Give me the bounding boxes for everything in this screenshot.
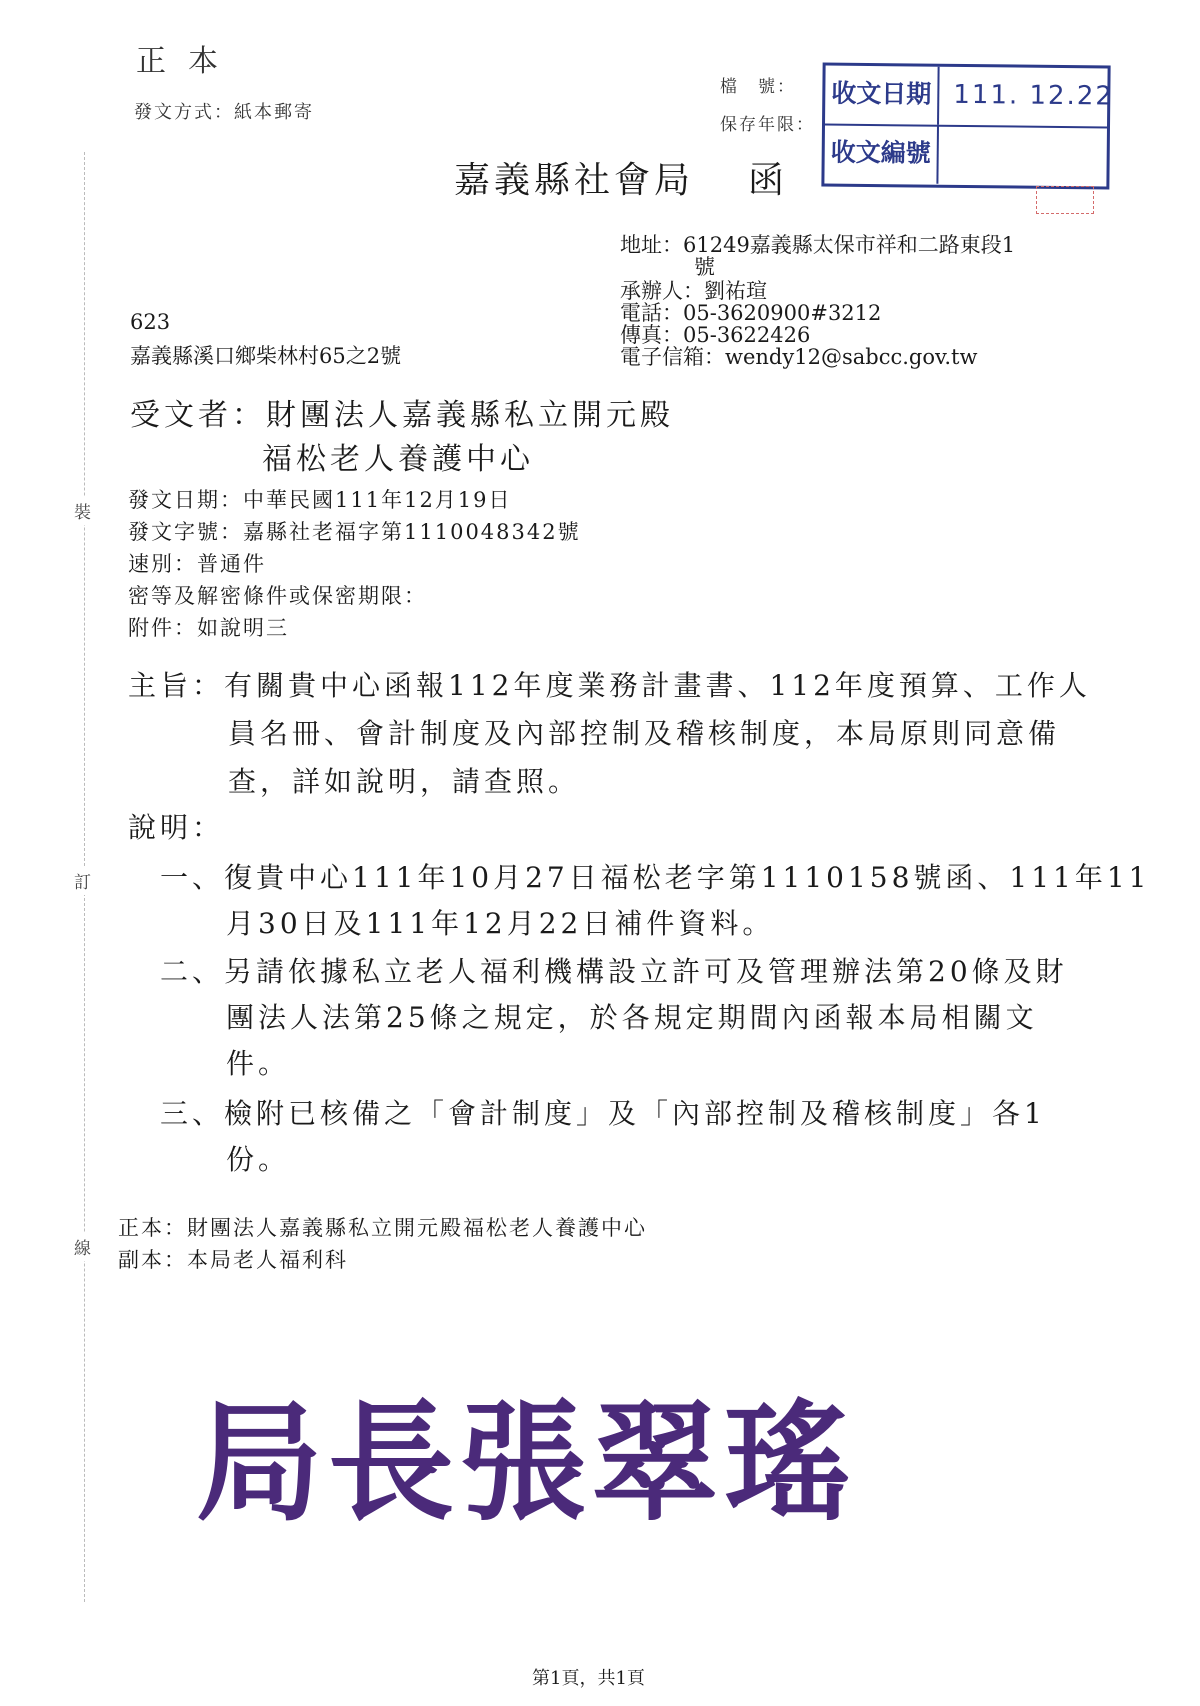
delivery-speed: 速別：普通件 bbox=[128, 552, 266, 576]
received-number-label: 收文編號 bbox=[824, 125, 939, 184]
received-date-value: 111. 12.22 bbox=[953, 79, 1115, 112]
retention-label: 保存年限： bbox=[720, 115, 815, 135]
contact-handler: 承辦人：劉祐瑄 bbox=[620, 279, 767, 303]
contact-address: 地址：61249嘉義縣太保市祥和二路東段1 bbox=[620, 233, 1016, 257]
contact-address-cont: 號 bbox=[694, 255, 715, 279]
explanation-label: 說明： bbox=[128, 811, 225, 844]
subject-line-1: 主旨：有關貴中心函報112年度業務計畫書、112年度預算、工作人 bbox=[128, 669, 1091, 702]
contact-email: 電子信箱：wendy12@sabcc.gov.tw bbox=[620, 345, 978, 369]
binding-mark-staple: 訂 bbox=[74, 866, 91, 895]
copy-type: 正本 bbox=[136, 44, 240, 79]
document-type: 函 bbox=[748, 160, 785, 201]
contact-fax: 傳真：05-3622426 bbox=[620, 323, 811, 347]
red-stamp-mark bbox=[1036, 186, 1094, 214]
contact-phone: 電話：05-3620900#3212 bbox=[620, 301, 882, 325]
binding-mark-bind: 裝 bbox=[74, 496, 91, 525]
explanation-item-2-line-3: 件。 bbox=[226, 1047, 291, 1080]
agency-title: 嘉義縣社會局 bbox=[454, 160, 695, 201]
attachment: 附件：如說明三 bbox=[128, 616, 289, 640]
send-method: 發文方式：紙本郵寄 bbox=[134, 102, 314, 123]
file-number-label: 檔 號： bbox=[720, 77, 796, 97]
received-date-label: 收文日期 bbox=[825, 66, 940, 125]
cc-recipient: 副本：本局老人福利科 bbox=[118, 1248, 348, 1272]
binding-mark-line: 線 bbox=[74, 1232, 91, 1261]
secrecy-level: 密等及解密條件或保密期限： bbox=[128, 584, 427, 608]
recipient-line-1: 受文者：財團法人嘉義縣私立開元殿 bbox=[130, 398, 674, 433]
main-copy-recipient: 正本：財團法人嘉義縣私立開元殿福松老人養護中心 bbox=[118, 1216, 647, 1240]
director-signature-seal bbox=[196, 1370, 876, 1540]
explanation-item-2-line-2: 團法人法第25條之規定，於各規定期間內函報本局相關文 bbox=[226, 1001, 1038, 1034]
explanation-item-3-line-2: 份。 bbox=[226, 1143, 291, 1176]
receipt-stamp bbox=[821, 62, 1115, 189]
document-number: 發文字號：嘉縣社老福字第1110048342號 bbox=[128, 520, 581, 544]
explanation-item-1-line-1: 一、復貴中心111年10月27日福松老字第1110158號函、111年11 bbox=[160, 861, 1151, 894]
subject-line-3: 查，詳如說明，請查照。 bbox=[228, 765, 581, 798]
subject-line-2: 員名冊、會計制度及內部控制及稽核制度，本局原則同意備 bbox=[228, 717, 1061, 750]
explanation-item-2-line-1: 二、另請依據私立老人福利機構設立許可及管理辦法第20條及財 bbox=[160, 955, 1068, 988]
signature-text: 局長張翠瑤 bbox=[196, 1386, 856, 1539]
recipient-mailing-address: 嘉義縣溪口鄉柴林村65之2號 bbox=[130, 344, 402, 368]
explanation-item-1-line-2: 月30日及111年12月22日補件資料。 bbox=[226, 907, 775, 940]
received-date-row bbox=[825, 66, 1115, 129]
explanation-item-3-line-1: 三、檢附已核備之「會計制度」及「內部控制及稽核制度」各1 bbox=[160, 1097, 1046, 1130]
recipient-line-2: 福松老人養護中心 bbox=[262, 442, 534, 477]
recipient-postal-code: 623 bbox=[130, 310, 171, 334]
received-number-row bbox=[824, 125, 1107, 186]
page-number: 第1頁，共1頁 bbox=[532, 1668, 645, 1689]
issue-date: 發文日期：中華民國111年12月19日 bbox=[128, 488, 512, 512]
